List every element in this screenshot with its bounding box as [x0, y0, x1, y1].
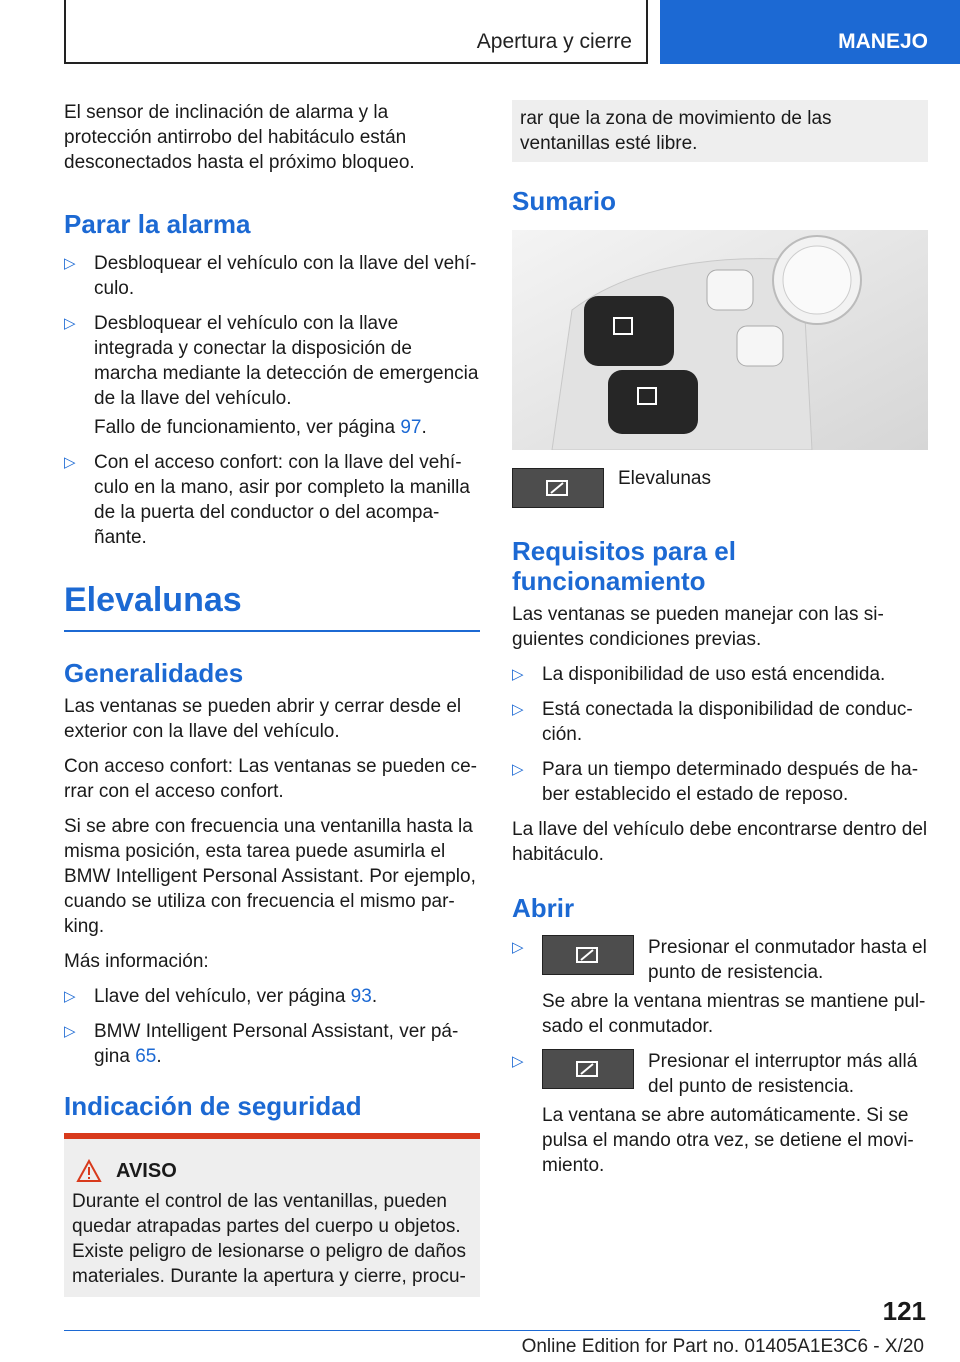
- warning-continuation: rar que la zona de movimiento de las ventanillas esté libre.: [512, 100, 928, 162]
- list-item: ▷ Con el acceso confort: con la llave del vehí-culo en la mano, asir por completo la manilla de la puerta del conductor o del acompa-ñante.: [64, 452, 470, 548]
- alarm-list: [64, 251, 480, 550]
- bullet-icon: ▷: [512, 701, 524, 718]
- warning-text: Durante el control de las ventanillas, pueden quedar atrapadas partes del cuerpo u objetos. Existe peligro de lesionarse o peligro de daños materiales. Durante la apertura y cierre, procu-: [72, 1191, 466, 1287]
- page-number: 121: [882, 1296, 926, 1326]
- warning-box: [64, 1133, 480, 1297]
- intro-paragraph: El sensor de inclinación de alarma y la protección antirrobo del habitáculo están desconectados hasta el próximo bloqueo.: [64, 102, 415, 173]
- bullet-icon: ▷: [64, 988, 76, 1005]
- left-column: [64, 100, 480, 1297]
- requirements-note: La llave del vehículo debe encontrarse dentro del habitáculo.: [512, 819, 928, 865]
- gen-paragraph-2: Con acceso confort: Las ventanas se pueden ce-rrar con el acceso confort.: [64, 756, 477, 802]
- bullet-icon: ▷: [512, 666, 524, 683]
- bullet-icon: ▷: [512, 761, 524, 778]
- elevalunas-heading: Elevalunas: [64, 581, 242, 619]
- header-box: [64, 0, 648, 64]
- abrir-list: [512, 935, 928, 1178]
- bullet-icon: ▷: [512, 939, 524, 956]
- requirements-paragraph: Las ventanas se pueden manejar con las si-guientes condiciones previas.: [512, 604, 884, 650]
- list-item: ▷ Desbloquear el vehículo con la llave integrada y conectar la disposición de marcha mediante la detección de emergencia de la llave del vehículo. Fallo de funcionamiento, ver página 97.: [64, 313, 479, 438]
- requirements-heading: Requisitos para el funcionamiento: [512, 536, 736, 596]
- list-item: ▷ Desbloquear el vehículo con la llave del vehí-culo.: [64, 253, 477, 299]
- right-column: [512, 100, 928, 1188]
- alarm-heading: Parar la alarma: [64, 209, 251, 239]
- gen-paragraph-1: Las ventanas se pueden abrir y cerrar desde el exterior con la llave del vehículo.: [64, 696, 462, 742]
- bullet-icon: ▷: [512, 1053, 524, 1070]
- gen-paragraph-3: Si se abre con frecuencia una ventanilla hasta la misma posición, esta tarea puede asumirla el BMW Intelligent Personal Assistant. Por ejemplo, cuando se utiliza con frecuencia el mismo par-king.: [64, 816, 476, 937]
- list-item: ▷ Presionar el interruptor más allá del punto de resistencia. La ventana se abre automáticamente. Si se pulsa el mando otra vez, se detiene el movi-miento.: [512, 1051, 918, 1176]
- requirements-list: [512, 662, 928, 807]
- icon-legend-label: Elevalunas: [618, 468, 711, 489]
- warning-triangle-icon: [76, 1159, 102, 1183]
- malfunction-ref: Fallo de funcionamiento, ver página 97.: [94, 417, 427, 438]
- footer-divider: [64, 1330, 860, 1331]
- abrir-heading: Abrir: [512, 893, 575, 923]
- chapter-tab-label: MANEJO: [838, 30, 928, 53]
- icon-legend-row: [512, 468, 928, 508]
- page-link-65[interactable]: 65: [135, 1046, 157, 1067]
- list-item: ▷ Presionar el conmutador hasta el punto de resistencia. Se abre la ventana mientras se mantiene pul-sado el conmutador.: [512, 937, 927, 1037]
- list-item: ▷ Para un tiempo determinado después de ha-ber establecido el estado de reposo.: [512, 759, 919, 805]
- window-switch-illustration: [512, 230, 928, 450]
- warning-title: AVISO: [72, 1159, 472, 1183]
- list-item: ▷ Llave del vehículo, ver página 93.: [64, 986, 378, 1007]
- sumario-heading: Sumario: [512, 186, 617, 216]
- footer-edition: Online Edition for Part no. 01405A1E3C6 - X/20: [521, 1336, 924, 1357]
- list-item: ▷ BMW Intelligent Personal Assistant, ver pá-gina 65.: [64, 1021, 459, 1067]
- chapter-tab[interactable]: [660, 0, 960, 64]
- bullet-icon: ▷: [64, 255, 76, 272]
- generalidades-heading: Generalidades: [64, 658, 244, 688]
- window-switch-photo: [512, 230, 928, 450]
- window-lifter-icon: [542, 935, 634, 975]
- list-item: ▷ La disponibilidad de uso está encendida.: [512, 664, 886, 685]
- heading-divider: [64, 630, 480, 632]
- safety-heading: Indicación de seguridad: [64, 1091, 362, 1121]
- bullet-icon: ▷: [64, 315, 76, 332]
- gen-paragraph-4: Más información:: [64, 951, 209, 972]
- window-lifter-icon: [542, 1049, 634, 1089]
- page-link-97[interactable]: 97: [400, 417, 422, 438]
- info-list: [64, 984, 480, 1069]
- bullet-icon: ▷: [64, 1023, 76, 1040]
- section-title: Apertura y cierre: [476, 30, 632, 53]
- bullet-icon: ▷: [64, 454, 76, 471]
- list-item: ▷ Está conectada la disponibilidad de conduc-ción.: [512, 699, 913, 745]
- page-link-93[interactable]: 93: [350, 986, 372, 1007]
- window-lifter-icon: [512, 468, 604, 508]
